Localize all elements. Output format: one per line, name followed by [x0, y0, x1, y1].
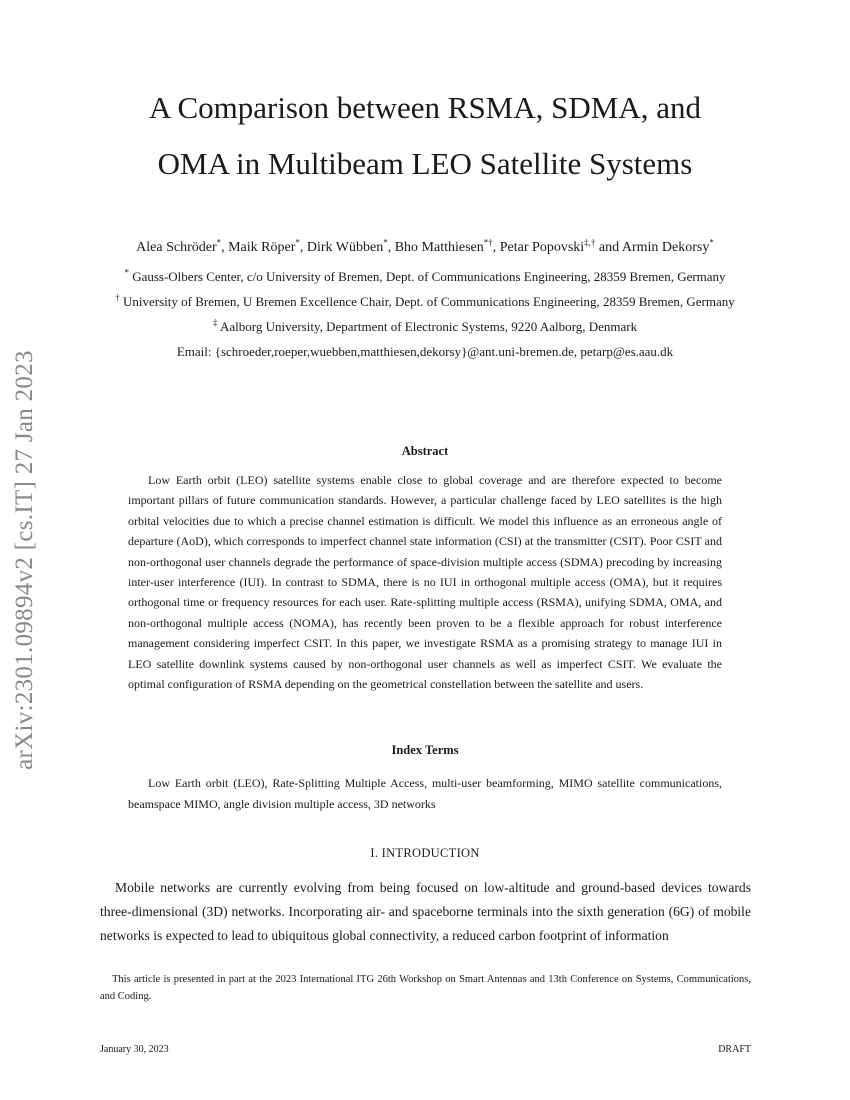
footnote: This article is presented in part at the 2023 International ITG 26th Workshop on Smart Antennas and 13th Conference on Systems, Communications, and Coding. — [100, 974, 751, 1002]
index-terms-heading: Index Terms — [391, 743, 459, 757]
section-number: I. — [370, 846, 379, 860]
affiliation-mark: ‡ — [212, 317, 218, 328]
author-separator: , — [221, 240, 229, 255]
affiliation-mark: * — [124, 267, 129, 278]
author-mark: * — [709, 237, 714, 248]
author-name: Armin Dekorsy — [621, 240, 710, 255]
section-initial: I — [381, 846, 387, 860]
author-separator: , — [387, 240, 395, 255]
affiliation-line — [0, 293, 850, 311]
author-mark: * — [383, 237, 388, 248]
introduction-paragraph: Mobile networks are currently evolving from being focused on low-altitude and ground-based devices towards three-dimensional (3D) networks. Incorporating air- and spaceborne terminals into the sixth generation (6G) of mobile networks is expected to lead to ubiquitous global connectivity, a reduced carbon footprint of information — [100, 880, 751, 944]
affiliation-text: Gauss-Olbers Center, c/o University of Bremen, Dept. of Communications Engineering, 28359 Bremen, Germany — [132, 269, 726, 284]
author-mark: ‡,† — [584, 237, 596, 248]
title-line-1: A Comparison between RSMA, SDMA, and — [149, 90, 701, 125]
paper-title — [0, 80, 850, 192]
index-terms-body: Low Earth orbit (LEO), Rate-Splitting Multiple Access, multi-user beamforming, MIMO satellite communications, beamspace MIMO, angle division multiple access, 3D networks — [128, 776, 722, 811]
author-list — [0, 238, 850, 258]
author-name: Petar Popovski — [499, 240, 585, 255]
author-mark: * — [295, 237, 300, 248]
affiliation-mark: † — [115, 292, 120, 303]
abstract-body: Low Earth orbit (LEO) satellite systems enable close to global coverage and are therefore expected to become important pillars of future communication standards. However, a particular challenge faced by LEO satellites is the high orbital velocities due to which a precise channel estimation is difficult. We model this influence as an erroneous angle of departure (AoD), which corresponds to imperfect channel state information (CSI) at the transmitter (CSIT). Poor CSIT and non-orthogonal user channels degrade the performance of space-division multiple access (SDMA) precoding by increasing inter-user interference (IUI). In contrast to SDMA, there is no IUI in orthogonal multiple access (OMA), but it requires orthogonal time or frequency resources for each user. Rate-splitting multiple access (RSMA), unifying SDMA, OMA, and non-orthogonal multiple access (NOMA), has recently been proven to be a flexible approach for robust interference management considering imperfect CSIT. In this paper, we investigate RSMA as a promising strategy to manage IUI in LEO satellite downlink systems caused by non-orthogonal user channels as well as imperfect CSIT. We evaluate the optimal configuration of RSMA depending on the geometrical constellation between the satellite and users. — [128, 473, 722, 692]
email-text: Email: {schroeder,roeper,wuebben,matthiesen,dekorsy}@ant.uni-bremen.de, petarp@es.aau.dk — [176, 344, 674, 359]
author-separator: and — [595, 240, 622, 255]
section-heading — [0, 846, 850, 861]
arxiv-id-text: arXiv:2301.09894v2 [cs.IT] 27 Jan 2023 — [11, 350, 39, 770]
arxiv-identifier-stamp — [7, 310, 43, 810]
author-name: Dirk Wübben — [306, 240, 384, 255]
footer-date: January 30, 2023 — [100, 1044, 169, 1055]
affiliation-line — [0, 318, 850, 336]
author-name: Maik Röper — [228, 240, 296, 255]
title-line-2: OMA in Multibeam LEO Satellite Systems — [157, 146, 693, 181]
affiliation-text: University of Bremen, U Bremen Excellence Chair, Dept. of Communications Engineering, 28359 Bremen, Germany — [122, 294, 735, 309]
footer-status: DRAFT — [718, 1044, 751, 1055]
author-mark: * — [216, 237, 222, 248]
author-separator: , — [299, 240, 307, 255]
affiliation-text: Aalborg University, Department of Electronic Systems, 9220 Aalborg, Denmark — [219, 319, 638, 334]
author-separator: , — [492, 240, 500, 255]
author-name: Bho Matthiesen — [394, 240, 484, 255]
email-line — [0, 343, 850, 361]
author-name: Alea Schröder — [136, 240, 217, 255]
author-mark: *† — [483, 237, 493, 248]
affiliation-line — [0, 268, 850, 286]
abstract-heading: Abstract — [401, 444, 449, 458]
section-rest: NTRODUCTION — [386, 846, 480, 860]
